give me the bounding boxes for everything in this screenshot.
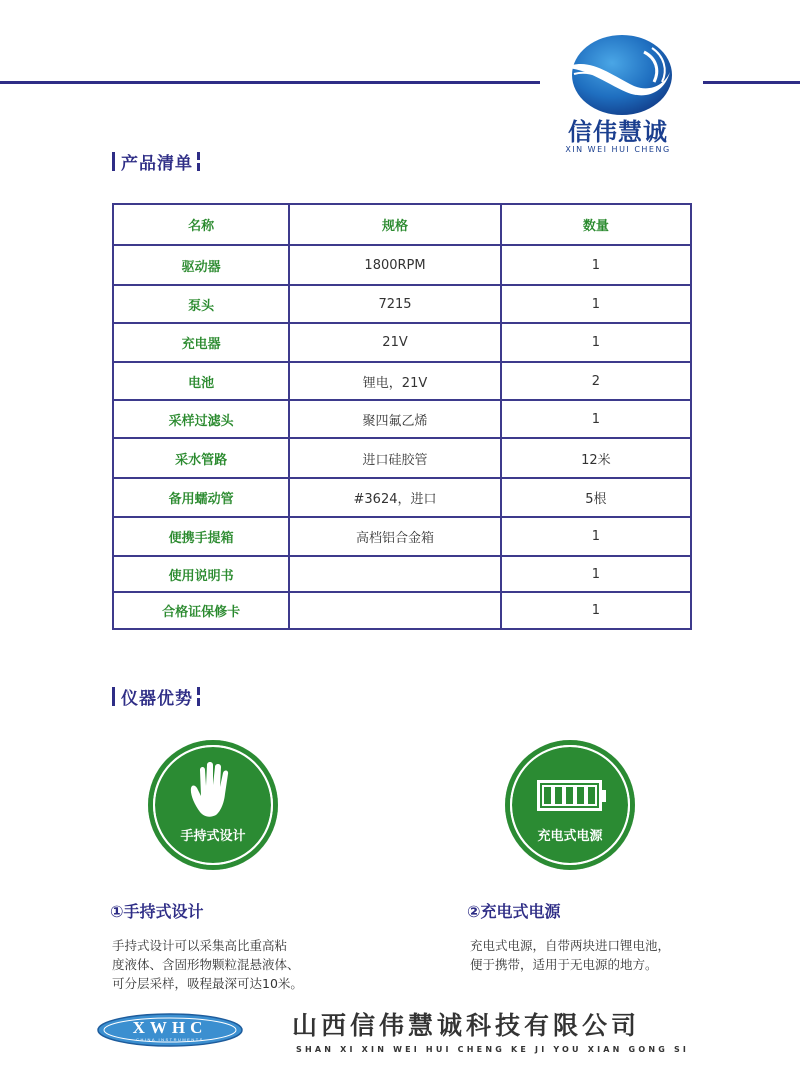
- rechargeable-power-badge: [505, 740, 635, 870]
- cell-qty: 1: [501, 245, 691, 285]
- table-row: [113, 478, 691, 517]
- table-row: [113, 517, 691, 556]
- description-line: 充电式电源，自带两块进口锂电池，: [470, 938, 671, 953]
- logo-subtext: CHINA INSTRUMENTS: [136, 1037, 204, 1042]
- title-bar-decoration: [112, 152, 115, 171]
- battery-icon: [537, 780, 607, 812]
- advantage-description: [112, 936, 303, 993]
- table-header-row: [113, 204, 691, 245]
- description-line: 手持式设计可以采集高比重高粘: [112, 938, 288, 953]
- cell-spec: [289, 556, 500, 592]
- table-row: [113, 285, 691, 323]
- company-name-cn: 山西信伟慧诚科技有限公司: [292, 1011, 641, 1040]
- cell-qty: 1: [501, 592, 691, 629]
- badge-label: 充电式电源: [537, 829, 603, 844]
- description-line: 度液体、含固形物颗粒混悬液体、: [112, 957, 300, 972]
- section-title-text: 仪器优势: [121, 688, 193, 709]
- cell-name: 驱动器: [113, 245, 289, 285]
- cell-spec: 高档铝合金箱: [289, 517, 500, 556]
- cell-spec: [289, 592, 500, 629]
- cell-name: 充电器: [113, 323, 289, 362]
- cell-spec: 锂电，21V: [289, 362, 500, 400]
- cell-name: 便携手提箱: [113, 517, 289, 556]
- title-bar-end-decoration: [197, 152, 200, 171]
- table-row: [113, 438, 691, 478]
- header-rule-right: [703, 81, 800, 84]
- product-list-table: [112, 203, 692, 630]
- description-line: 可分层采样，吸程最深可达10米。: [112, 976, 303, 991]
- cell-qty: 2: [501, 362, 691, 400]
- cell-spec: 进口硅胶管: [289, 438, 500, 478]
- column-header-spec: 规格: [289, 204, 500, 245]
- cell-name: 泵头: [113, 285, 289, 323]
- cell-qty: 1: [501, 517, 691, 556]
- title-bar-decoration: [112, 687, 115, 706]
- section-title-product-list: [112, 148, 200, 174]
- column-header-name: 名称: [113, 204, 289, 245]
- cell-name: 采水管路: [113, 438, 289, 478]
- table-row: [113, 245, 691, 285]
- description-line: 便于携带，适用于无电源的地方。: [470, 957, 658, 972]
- table-row: [113, 592, 691, 629]
- hand-icon: [188, 760, 238, 820]
- cell-spec: #3624，进口: [289, 478, 500, 517]
- cell-qty: 5根: [501, 478, 691, 517]
- cell-qty: 1: [501, 556, 691, 592]
- cell-spec: 7215: [289, 285, 500, 323]
- table-row: [113, 362, 691, 400]
- handheld-design-badge: [148, 740, 278, 870]
- section-title-text: 产品清单: [121, 153, 193, 174]
- globe-wave-icon: [564, 34, 672, 116]
- cell-name: 电池: [113, 362, 289, 400]
- advantage-title: ②充电式电源: [467, 902, 561, 921]
- cell-qty: 1: [501, 323, 691, 362]
- header-rule-left: [0, 81, 540, 84]
- table-row: [113, 400, 691, 438]
- title-bar-end-decoration: [197, 687, 200, 706]
- badge-label: 手持式设计: [180, 829, 246, 844]
- advantage-description: [470, 936, 670, 974]
- brand-name-cn: 信伟慧诚: [568, 118, 668, 146]
- table-row: [113, 556, 691, 592]
- table-row: [113, 323, 691, 362]
- cell-spec: 聚四氟乙烯: [289, 400, 500, 438]
- logo-text: XWHC: [132, 1018, 208, 1037]
- cell-spec: 1800RPM: [289, 245, 500, 285]
- section-title-advantages: [112, 683, 200, 709]
- cell-name: 采样过滤头: [113, 400, 289, 438]
- cell-spec: 21V: [289, 323, 500, 362]
- brand-name-en: XIN WEI HUI CHENG: [565, 145, 671, 154]
- xwhc-logo: [96, 1012, 244, 1048]
- brand-logo: [548, 34, 688, 156]
- column-header-qty: 数量: [501, 204, 691, 245]
- cell-name: 合格证保修卡: [113, 592, 289, 629]
- cell-qty: 1: [501, 285, 691, 323]
- cell-name: 备用蠕动管: [113, 478, 289, 517]
- cell-qty: 1: [501, 400, 691, 438]
- company-name-en: SHAN XI XIN WEI HUI CHENG KE JI YOU XIAN GONG SI: [296, 1045, 690, 1054]
- cell-qty: 12米: [501, 438, 691, 478]
- advantage-title: ①手持式设计: [110, 902, 204, 921]
- cell-name: 使用说明书: [113, 556, 289, 592]
